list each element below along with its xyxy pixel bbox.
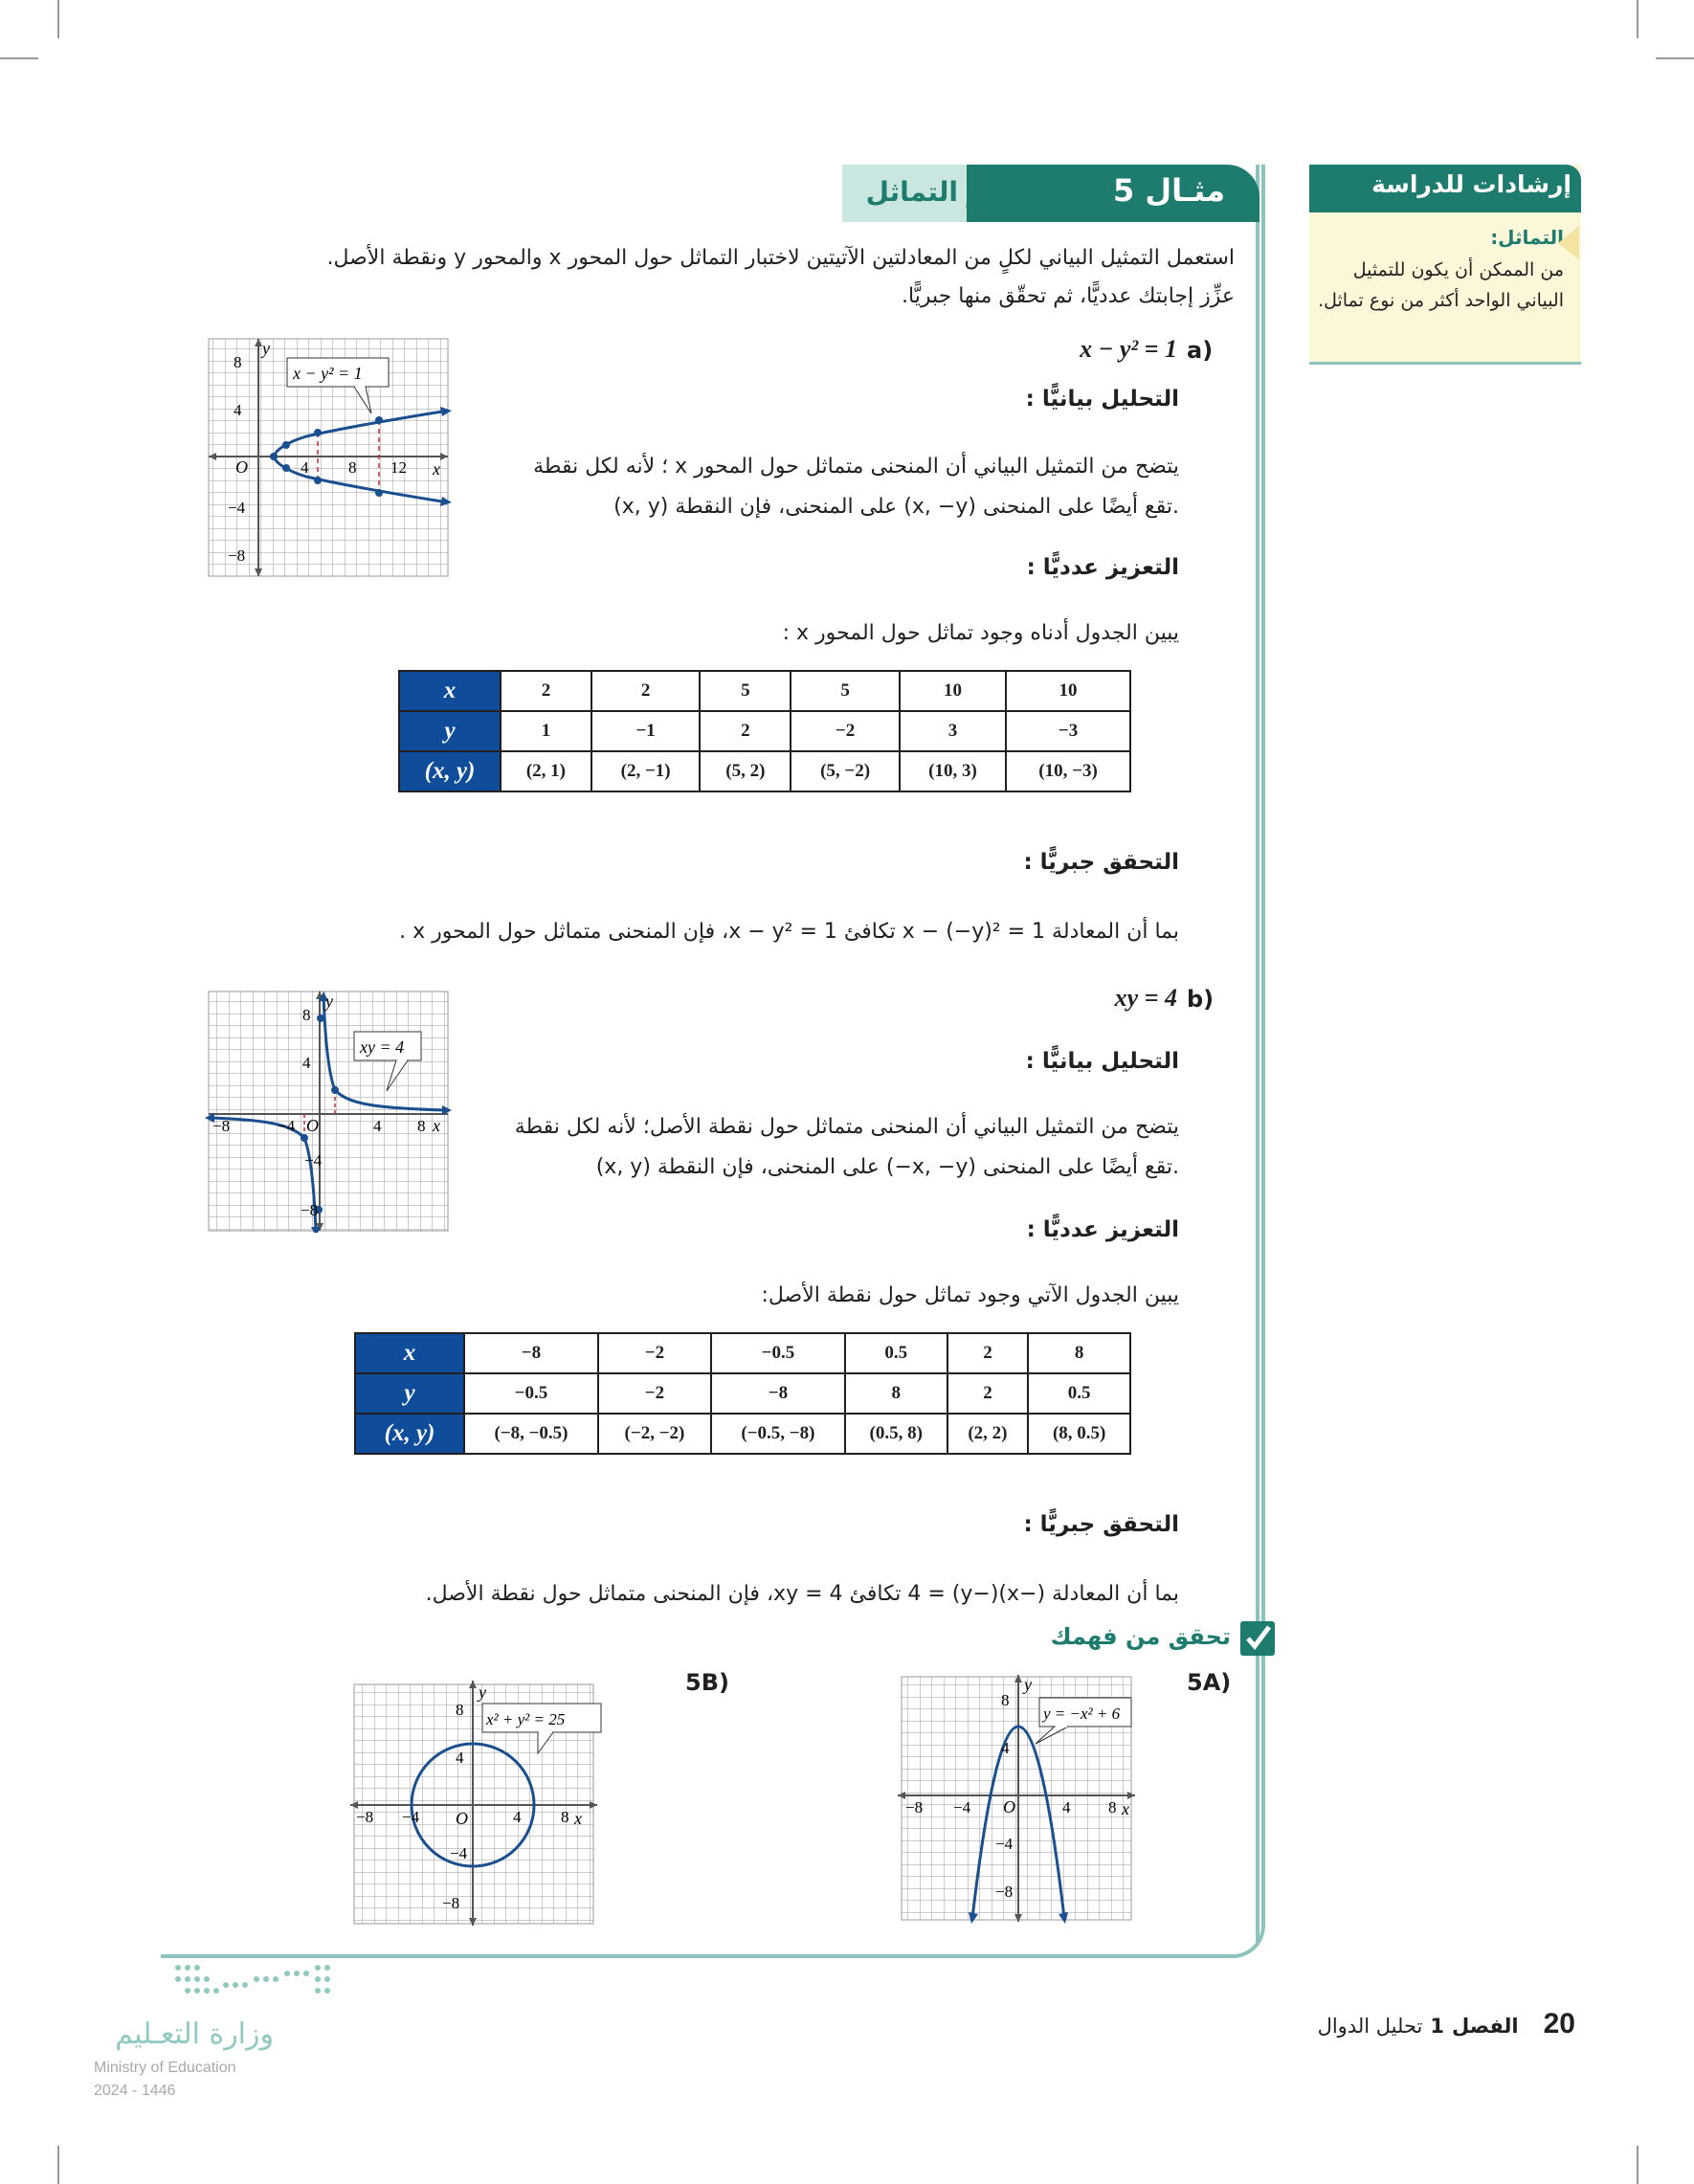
graph-b-equation-label: xy = 4 [360, 1037, 405, 1057]
chapter-label: الفصل [1451, 2015, 1519, 2038]
row-header: x [399, 671, 501, 711]
tick-label: 8 [348, 458, 357, 477]
table-cell: (10, 3) [900, 751, 1006, 791]
study-tip-title: إرشادات للدراسة [1371, 170, 1571, 198]
ministry-year: 2024 - 1446 [94, 2083, 176, 2099]
study-tip-term: التماثل: [1490, 226, 1564, 249]
tick-label: −8 [228, 546, 246, 565]
graph-part-a [201, 337, 452, 578]
table-row [355, 1414, 1130, 1454]
page-number: 20 [1543, 2008, 1575, 2039]
tick-label: 8 [417, 1117, 426, 1135]
row-header: (x, y) [399, 751, 501, 791]
part-b-graphical-line1: يتضح من التمثيل البياني أن المنحنى متماثل حول نقطة الأصل؛ لأنه لكل نقطة [514, 1115, 1179, 1139]
y-axis-label: y [262, 339, 270, 358]
page-footer [1288, 2008, 1575, 2046]
tick-label: −4 [953, 1798, 971, 1816]
part-b-numeric-heading: التعزيز عدديًّا : [1026, 1217, 1179, 1242]
tick-label: 8 [561, 1808, 569, 1826]
tick-label: 8 [456, 1701, 464, 1719]
table-cell: 2 [700, 711, 791, 751]
table-cell: (2, 1) [501, 751, 591, 791]
table-cell: 10 [1006, 671, 1130, 711]
checkmark-icon [1240, 1621, 1275, 1656]
study-tip-body: من الممكن أن يكون للتمثيل البياني الواحد أكثر من نوع تماثل. [1318, 259, 1564, 311]
tick-label: −4 [402, 1808, 420, 1826]
y-axis-label: y [479, 1683, 486, 1702]
tick-label: 4 [373, 1117, 382, 1135]
crop-mark [57, 0, 59, 38]
x-axis-label: x [433, 459, 440, 479]
table-cell: (10, −3) [1006, 751, 1130, 791]
tick-label: 8 [1108, 1798, 1117, 1816]
table-cell: (2, 2) [947, 1414, 1029, 1454]
table-cell: (−0.5, −8) [711, 1414, 845, 1454]
point [282, 464, 290, 472]
table-cell: 2 [591, 671, 701, 711]
table-cell: 5 [700, 671, 791, 711]
table-cell: (−2, −2) [598, 1414, 711, 1454]
part-b-algebraic-heading: التحقق جبريًّا : [1023, 1512, 1179, 1537]
table-cell: −2 [791, 711, 900, 751]
table-cell: (0.5, 8) [845, 1414, 947, 1454]
x-axis-label: x [1122, 1799, 1129, 1818]
table-cell: (8, 0.5) [1028, 1414, 1130, 1454]
table-cell: −0.5 [464, 1373, 598, 1414]
crop-mark [57, 2146, 59, 2184]
point [375, 489, 383, 497]
table-cell: −1 [591, 711, 701, 751]
table-row [355, 1333, 1130, 1373]
table-row [355, 1373, 1130, 1414]
example-intro-line1: استعمل التمثيل البياني لكلٍ من المعادلتين الآتيتين لاختبار التماثل حول المحور x والمحور y ونقطة الأصل. [326, 246, 1235, 270]
x-axis-label: x [433, 1116, 440, 1135]
table-cell: (5, 2) [700, 751, 791, 791]
row-header: (x, y) [355, 1414, 464, 1454]
tick-label: −4 [278, 1117, 296, 1135]
tick-label: −8 [301, 1201, 319, 1219]
part-b-equation: xy = 4 [1114, 984, 1177, 1012]
row-header: y [399, 711, 501, 751]
part-a-label: a) [1187, 337, 1214, 364]
tick-label: 8 [302, 1006, 311, 1024]
chapter-number: 1 [1430, 2015, 1444, 2038]
graph-part-b [205, 990, 452, 1233]
table-cell: −3 [1006, 711, 1130, 751]
graph-a-equation-label: x − y² = 1 [293, 364, 363, 383]
example-title: اختبار التماثل [865, 176, 1043, 208]
curve-arrow [311, 1227, 321, 1233]
crop-mark [1637, 0, 1638, 38]
ministry-english-name: Ministry of Education [94, 2060, 236, 2076]
table-row [399, 711, 1130, 751]
table-cell: 1 [501, 711, 591, 751]
tick-label: −8 [995, 1883, 1014, 1901]
table-cell: (5, −2) [791, 751, 900, 791]
table-cell: (−8, −0.5) [464, 1414, 598, 1454]
origin-label: O [1003, 1797, 1015, 1816]
origin-label: O [306, 1116, 319, 1135]
tick-label: 4 [234, 401, 242, 419]
example-intro-line2: عزِّز إجابتك عدديًّا، ثم تحقّق منها جبريًّا. [902, 284, 1235, 308]
study-tip-pointer [1558, 226, 1579, 260]
chapter-title: تحليل الدوال [1317, 2015, 1423, 2038]
point [314, 429, 322, 436]
point [282, 441, 290, 449]
table-row [399, 671, 1130, 711]
part-a-graphical-line2: (x, y) على المنحنى، فإن النقطة (x, −y) تقع أيضًا على المنحنى. [613, 495, 1179, 519]
tick-label: −8 [442, 1894, 460, 1912]
table-row [399, 751, 1130, 791]
tick-label: 4 [1062, 1798, 1071, 1816]
part-b-graphical-line2: (x, y) على المنحنى، فإن النقطة (−x, −y) تقع أيضًا على المنحنى. [595, 1155, 1179, 1179]
example-frame-edge [1256, 165, 1259, 1945]
table-cell: 8 [845, 1373, 947, 1414]
tick-label: 4 [302, 1054, 311, 1072]
table-cell: −2 [598, 1373, 711, 1414]
grid [209, 992, 448, 1231]
table-part-b [354, 1332, 1131, 1455]
graph-check-5b [350, 1681, 603, 1928]
part-a-graphical-heading: التحليل بيانيًّا : [1025, 387, 1179, 412]
tick-label: −4 [450, 1844, 468, 1862]
table-cell: 3 [900, 711, 1006, 751]
table-cell: −8 [464, 1333, 598, 1373]
x-axis-label: x [574, 1809, 582, 1828]
tick-label: −4 [995, 1835, 1014, 1853]
point [375, 416, 383, 424]
tick-label: 8 [234, 353, 242, 371]
row-header: y [355, 1373, 464, 1414]
tick-label: −8 [212, 1117, 231, 1135]
check-5b-label: 5B) [685, 1669, 729, 1696]
row-header: x [355, 1333, 464, 1373]
part-a-graphical-line1: يتضح من التمثيل البياني أن المنحنى متماثل حول المحور x ؛ لأنه لكل نقطة [533, 455, 1179, 479]
origin-label: O [456, 1809, 468, 1828]
part-a-numeric-text: يبين الجدول أدناه وجود تماثل حول المحور x : [782, 621, 1179, 645]
crop-mark [1656, 57, 1694, 59]
part-b-algebraic-text: بما أن المعادلة (−x)(−y) = 4 تكافئ xy = 4، فإن المنحنى متماثل حول نقطة الأصل. [425, 1582, 1179, 1606]
tick-label: −8 [905, 1798, 924, 1816]
crop-mark [1637, 2146, 1638, 2184]
y-axis-label: y [325, 992, 333, 1011]
tick-label: −8 [356, 1808, 374, 1826]
tick-label: 4 [513, 1808, 522, 1826]
graph-5b-equation-label: x² + y² = 25 [486, 1710, 566, 1728]
y-axis-label: y [1024, 1675, 1032, 1694]
part-a-numeric-heading: التعزيز عدديًّا : [1026, 555, 1179, 580]
table-cell: 5 [791, 671, 900, 711]
crop-mark [0, 57, 38, 59]
part-a-algebraic-heading: التحقق جبريًّا : [1023, 850, 1179, 875]
checkmark-icon [1240, 1621, 1275, 1656]
part-a-equation: x − y² = 1 [1080, 335, 1177, 363]
table-cell: 10 [900, 671, 1006, 711]
tick-label: −4 [304, 1151, 323, 1170]
table-cell: −2 [598, 1333, 711, 1373]
graph-check-5a [896, 1673, 1137, 1924]
tick-label: 8 [1001, 1691, 1010, 1709]
table-cell: 0.5 [845, 1333, 947, 1373]
table-cell: 2 [947, 1333, 1029, 1373]
point [314, 477, 322, 484]
table-cell: 2 [501, 671, 591, 711]
origin-label: O [235, 457, 248, 477]
ministry-arabic-name: وزارة التعـليم [115, 2017, 274, 2051]
example-number: مثـال 5 [1113, 172, 1225, 209]
table-cell: 0.5 [1028, 1373, 1130, 1414]
table-cell: −0.5 [711, 1333, 845, 1373]
table-cell: −8 [711, 1373, 845, 1414]
tick-label: 4 [456, 1749, 464, 1767]
check-heading: تحقق من فهمك [1050, 1623, 1231, 1650]
table-cell: 8 [1028, 1333, 1130, 1373]
ministry-logo [168, 1956, 341, 2006]
graph-5a-equation-label: y = −x² + 6 [1043, 1705, 1121, 1723]
table-cell: 2 [947, 1373, 1029, 1414]
point [270, 453, 278, 460]
part-b-numeric-text: يبين الجدول الآتي وجود تماثل حول نقطة الأصل: [761, 1283, 1179, 1307]
part-a-algebraic-text: بما أن المعادلة x − (−y)² = 1 تكافئ x − y² = 1، فإن المنحنى متماثل حول المحور x . [399, 920, 1179, 944]
part-b-graphical-heading: التحليل بيانيًّا : [1025, 1049, 1179, 1074]
point [331, 1086, 339, 1094]
point [317, 1014, 324, 1022]
tick-label: −4 [228, 499, 246, 517]
table-part-a [398, 670, 1131, 792]
check-5a-label: 5A) [1187, 1669, 1232, 1696]
part-b-label: b) [1187, 986, 1215, 1013]
point [301, 1134, 308, 1142]
tick-label: 12 [390, 458, 407, 477]
tick-label: 4 [301, 458, 309, 477]
tick-label: 4 [1001, 1739, 1010, 1757]
table-cell: (2, −1) [591, 751, 701, 791]
